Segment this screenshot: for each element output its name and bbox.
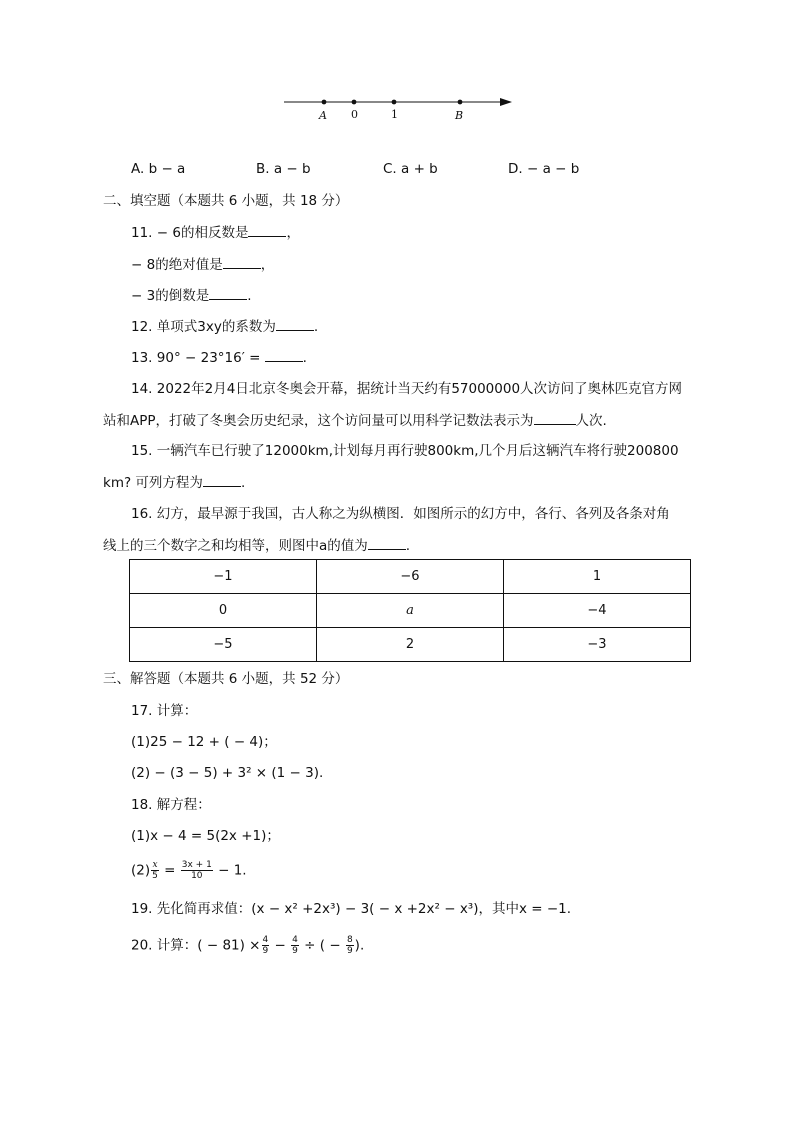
- answer-blank[interactable]: [265, 348, 303, 362]
- question-20: [131, 935, 364, 956]
- question-17-part-2: (2) − (3 − 5) + 3² × (1 − 3).: [131, 765, 324, 781]
- table-cell: 0: [130, 594, 317, 628]
- punctuation: .: [302, 350, 307, 366]
- question-15-line-2: [103, 473, 245, 492]
- answer-options: [131, 161, 691, 179]
- part-label: (2): [131, 862, 151, 879]
- fraction: [346, 935, 354, 956]
- question-17-part-1: (1)25 − 12 + ( − 4)；: [131, 734, 277, 750]
- table-cell: −4: [504, 594, 691, 628]
- fraction-denominator: 9: [292, 946, 298, 956]
- option-b: B. a − b: [256, 161, 311, 177]
- fraction-denominator: 5: [152, 871, 158, 881]
- number-line-arrow-icon: [500, 98, 512, 106]
- question-text: 人次.: [575, 413, 607, 429]
- question-number: 20.: [131, 937, 153, 954]
- question-number: 14.: [131, 381, 153, 397]
- fraction: [291, 935, 299, 956]
- answer-blank[interactable]: [209, 286, 247, 300]
- answer-blank[interactable]: [203, 473, 241, 487]
- minus-sign: −: [270, 937, 291, 954]
- point-zero: [352, 100, 357, 105]
- question-16: [131, 505, 670, 523]
- magic-square-table: [129, 559, 691, 662]
- table-row: [130, 628, 691, 662]
- point-a: [322, 100, 327, 105]
- question-15: [131, 442, 679, 460]
- question-text: 计算：: [156, 703, 198, 719]
- question-text: 一辆汽车已行驶了12000km,计划每月再行驶800km,几个月后这辆汽车将行驶200800: [156, 443, 679, 459]
- question-text: 单项式3xy的系数为: [156, 319, 276, 335]
- question-18-part-1: (1)x − 4 = 5(2x +1)；: [131, 828, 280, 844]
- question-text: − 6的相反数是: [156, 225, 249, 241]
- fraction-denominator: 9: [262, 946, 269, 956]
- label-a: A: [319, 109, 327, 122]
- label-one: 1: [391, 108, 398, 121]
- table-cell: a: [317, 594, 504, 628]
- fraction-numerator: 4: [292, 935, 298, 945]
- question-number: 12.: [131, 319, 153, 335]
- option-c: C. a + b: [383, 161, 438, 177]
- punctuation: .: [405, 538, 411, 554]
- fraction-denominator: 10: [191, 871, 203, 881]
- answer-blank[interactable]: [248, 223, 286, 237]
- table-row: [130, 560, 691, 594]
- punctuation: .: [313, 319, 319, 335]
- fraction-numerator: x: [152, 860, 158, 870]
- question-11-line-2: [131, 255, 274, 274]
- question-14-line-2: [103, 411, 607, 430]
- fraction-numerator: 8: [346, 935, 353, 945]
- question-number: 18.: [131, 797, 153, 813]
- question-text: km? 可列方程为: [103, 475, 203, 491]
- fraction-numerator: 3x + 1: [181, 860, 212, 870]
- answer-blank[interactable]: [534, 411, 576, 425]
- section-heading-fill-in: 二、填空题（本题共 6 小题，共 18 分）: [103, 193, 349, 209]
- answer-blank[interactable]: [276, 317, 314, 331]
- question-text: 计算：( − 81) ×: [156, 937, 261, 954]
- question-text: 2022年2月4日北京冬奥会开幕，据统计当天约有57000000人次访问了奥林匹克官方网: [156, 381, 683, 397]
- question-text: 90° − 23°16′ =: [156, 350, 265, 366]
- question-text: 幻方，最早源于我国，古人称之为纵横图．如图所示的幻方中，各行、各列及各条对角: [156, 506, 670, 522]
- question-text: − 8的绝对值是: [131, 257, 223, 273]
- question-number: 15.: [131, 443, 153, 459]
- answer-blank[interactable]: [223, 255, 261, 269]
- question-text: 站和APP，打破了冬奥会历史纪录，这个访问量可以用科学记数法表示为: [103, 413, 534, 429]
- expression-tail: − 1.: [213, 862, 247, 879]
- fraction: [262, 935, 270, 956]
- question-text: − 3的倒数是: [131, 288, 210, 304]
- table-cell: −3: [504, 628, 691, 662]
- question-number: 16.: [131, 506, 153, 522]
- label-zero: 0: [351, 108, 358, 121]
- table-cell: −5: [130, 628, 317, 662]
- question-11: [131, 223, 300, 242]
- question-14: [131, 380, 682, 398]
- fraction-denominator: 9: [346, 946, 353, 956]
- answer-blank[interactable]: [368, 536, 406, 550]
- table-row: [130, 594, 691, 628]
- fraction: [151, 860, 159, 881]
- fraction-numerator: 4: [262, 935, 269, 945]
- point-b: [458, 100, 463, 105]
- punctuation: ，: [286, 225, 300, 241]
- question-18-part-2: [131, 860, 247, 881]
- question-19: [131, 900, 571, 918]
- option-a: A. b − a: [131, 161, 186, 177]
- punctuation: .: [240, 475, 246, 491]
- division-sign: ÷ ( −: [299, 937, 345, 954]
- question-text: 线上的三个数字之和均相等，则图中a的值为: [103, 538, 368, 554]
- question-number: 17.: [131, 703, 153, 719]
- question-number: 13.: [131, 350, 153, 366]
- section-heading-solve: 三、解答题（本题共 6 小题，共 52 分）: [103, 671, 349, 687]
- number-line-figure: [280, 92, 520, 124]
- table-cell: 1: [504, 560, 691, 594]
- table-cell: −6: [317, 560, 504, 594]
- fraction: [181, 860, 213, 881]
- table-cell: 2: [317, 628, 504, 662]
- question-11-line-3: [131, 286, 252, 305]
- question-text: 解方程：: [156, 797, 211, 813]
- question-12: [131, 317, 318, 336]
- question-16-line-2: [103, 536, 410, 555]
- point-one: [392, 100, 397, 105]
- question-17: [131, 702, 197, 720]
- table-cell: −1: [130, 560, 317, 594]
- equals-sign: =: [159, 862, 180, 879]
- punctuation: .: [247, 288, 252, 304]
- expression-tail: ).: [354, 937, 365, 954]
- question-18: [131, 796, 211, 814]
- question-text: 先化简再求值：(x − x² +2x³) − 3( − x +2x² − x³)，其中x = −1.: [156, 901, 572, 917]
- question-number: 11.: [131, 225, 153, 241]
- label-b: B: [455, 109, 464, 122]
- punctuation: ，: [260, 257, 275, 273]
- question-13: [131, 348, 307, 367]
- option-d: D. − a − b: [508, 161, 580, 177]
- question-number: 19.: [131, 901, 153, 917]
